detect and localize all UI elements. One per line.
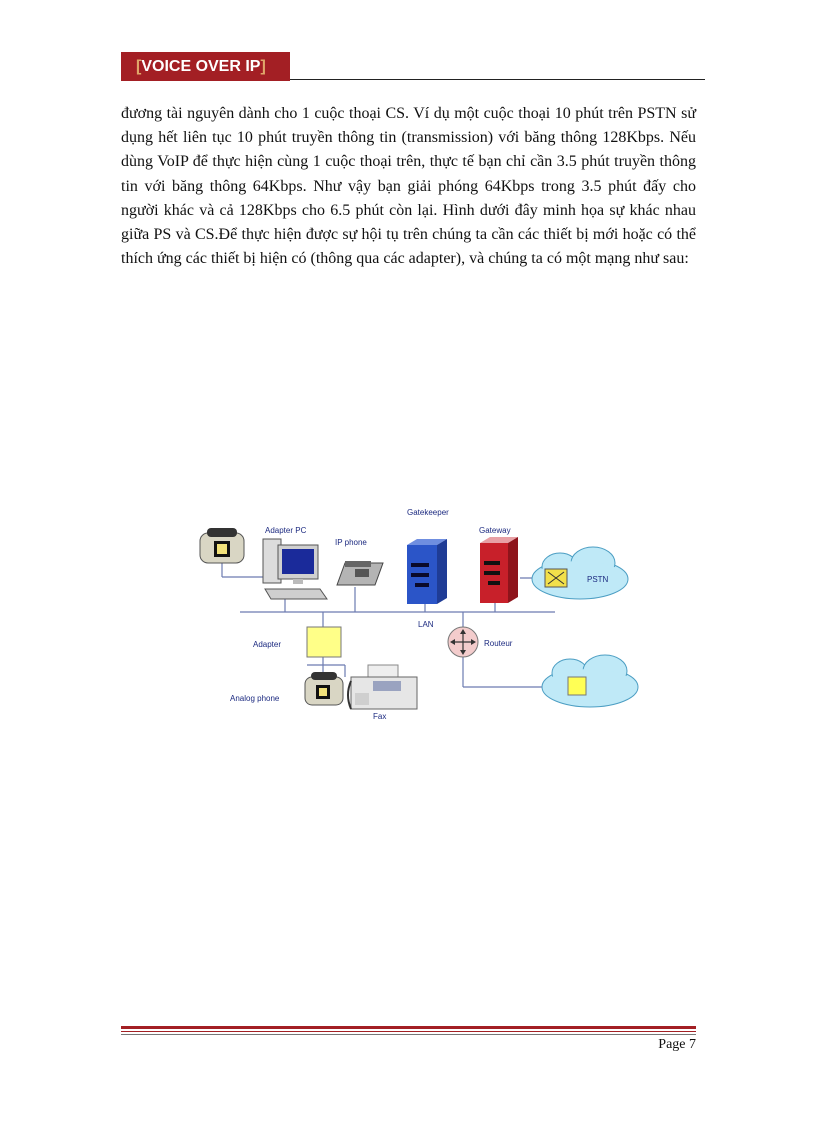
gatekeeper-server-icon — [407, 539, 447, 604]
header-bracket-open: [ — [136, 58, 142, 75]
header-title-tab — [121, 52, 290, 81]
network-diagram — [185, 505, 645, 725]
header-title: VOICE OVER IP — [141, 58, 261, 75]
analog-phone-icon — [305, 672, 343, 705]
label-fax: Fax — [373, 712, 387, 721]
footer-rule-thin — [121, 1031, 696, 1032]
footer-rule-thick — [121, 1026, 696, 1029]
router-icon — [448, 627, 478, 657]
gateway-server-icon — [480, 537, 518, 603]
network-cloud-icon — [542, 655, 638, 707]
ip-phone-icon — [337, 561, 383, 585]
label-adapter-pc: Adapter PC — [265, 526, 307, 535]
footer-rule-gray — [121, 1034, 696, 1035]
adapter-box-icon — [307, 627, 341, 657]
pstn-cloud-icon — [532, 547, 628, 599]
label-adapter: Adapter — [253, 640, 282, 649]
label-gatekeeper: Gatekeeper — [407, 508, 449, 517]
telephone-icon — [200, 528, 244, 563]
header-rule — [290, 79, 705, 80]
body-paragraph: đương tài nguyên dành cho 1 cuộc thoại CS. Ví dụ một cuộc thoại 10 phút trên PSTN sử dụng hết liên tục 10 phút truyền thông tin (transmission) với băng thông 128Kbps. Nếu dùng VoIP để thực hiện cùng 1 cuộc thoại trên, thực tế bạn chỉ cần 3.5 phút truyền thông tin với băng thông 64Kbps. Như vậy bạn giải phóng 64Kbps trong 3.5 phút đấy cho người khác và cả 128Kbps cho 6.5 phút còn lại. Hình dưới đây minh họa sự khác nhau giữa PS và CS.Để thực hiện được sự hội tụ trên chúng ta cần các thiết bị mới hoặc có thể thích ứng các thiết bị hiện có (thông qua các adapter), và chúng ta có một mạng như sau: — [121, 105, 696, 268]
label-ip-phone: IP phone — [335, 538, 367, 547]
fax-machine-icon — [348, 665, 417, 709]
label-routeur: Routeur — [484, 639, 513, 648]
header-bracket-close: ] — [260, 58, 266, 75]
computer-icon — [263, 539, 327, 599]
label-gateway: Gateway — [479, 526, 511, 535]
label-pstn: PSTN — [587, 575, 609, 584]
page-number: Page 7 — [658, 1037, 696, 1052]
label-analog-phone: Analog phone — [230, 694, 280, 703]
label-lan: LAN — [418, 620, 434, 629]
